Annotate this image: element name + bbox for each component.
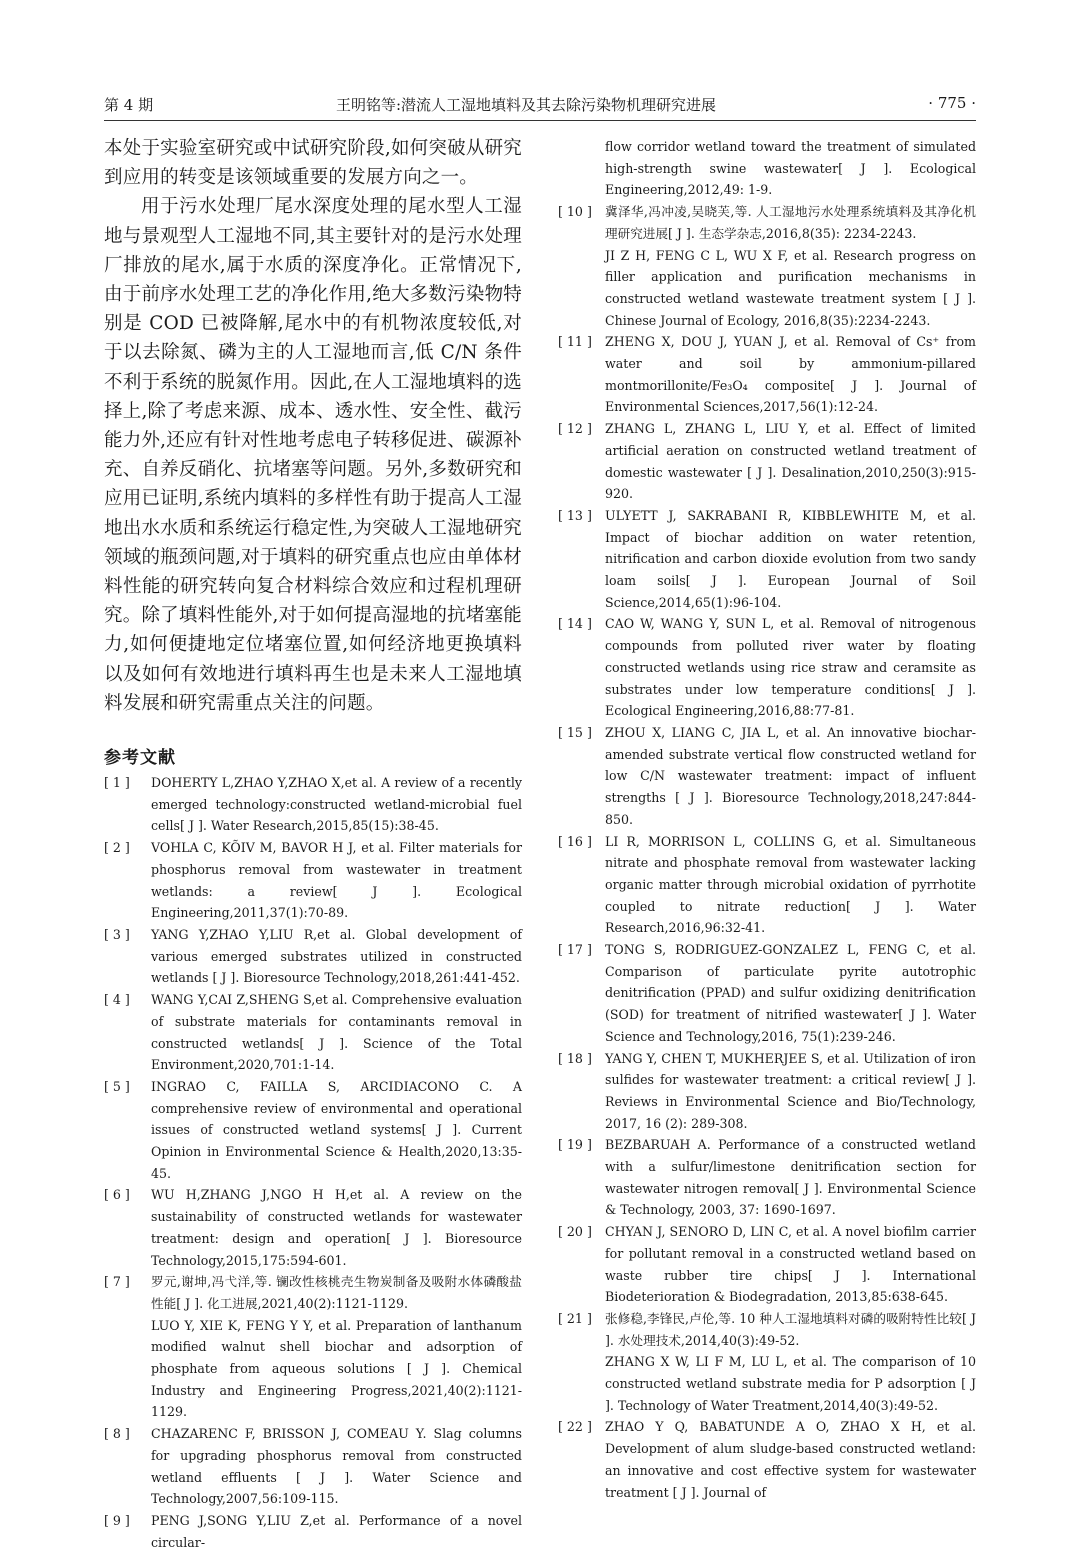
reference-text: YANG Y,ZHAO Y,LIU R,et al. Global development of various emerged substrates utilized in constructed wetlands [ J ]. Bioresource Technology,2018,261:441-452. bbox=[151, 926, 522, 986]
reference-number: [ 3 ] bbox=[104, 926, 130, 942]
reference-text: ZHAO Y Q, BABATUNDE A O, ZHAO X H, et al. Development of alum sludge-based constructed wetland: an innovative and cost effective system for wastewater treatment [ J ]. Journal of bbox=[605, 1419, 976, 1500]
reference-number: [ 4 ] bbox=[104, 992, 130, 1008]
reference-item bbox=[104, 924, 522, 989]
reference-number: [ 2 ] bbox=[104, 840, 130, 856]
reference-item bbox=[104, 989, 522, 1076]
reference-number: [ 20 ] bbox=[558, 1224, 592, 1240]
reference-number: [ 15 ] bbox=[558, 724, 592, 740]
reference-text: WU H,ZHANG J,NGO H H,et al. A review on the sustainability of constructed wetlands for wastewater treatment: design and operation[ J ]. Bioresource Technology,2015,175:594-601. bbox=[151, 1187, 522, 1268]
reference-english-text: ZHANG X W, LI F M, LU L, et al. The comparison of 10 constructed wetland substrate media for P adsorption [ J ]. Technology of Water Treatment,2014,40(3):49-52. bbox=[605, 1354, 976, 1413]
reference-text: flow corridor wetland toward the treatment of simulated high-strength swine wastewater[ J ]. Ecological Engineering,2012,49: 1-9. bbox=[605, 139, 976, 198]
reference-text: WANG Y,CAI Z,SHENG S,et al. Comprehensive evaluation of substrate materials for contaminants removal in constructed wetlands[ J ]. Science of the Total Environment,2020,701:1-14. bbox=[151, 992, 522, 1073]
body-text bbox=[104, 134, 522, 718]
reference-text: LI R, MORRISON L, COLLINS G, et al. Simultaneous nitrate and phosphate removal from wastewater lacking organic matter through microbial oxidation of pyrrhotite coupled to nitrate reduction[ J ]. Water Research,2016,96:32-41. bbox=[605, 833, 976, 936]
reference-text: ZHENG X, DOU J, YUAN J, et al. Removal of Cs⁺ from water and soil by ammonium-pillared montmorillonite/Fe₃O₄ composite[ J ]. Journal of Environmental Sciences,2017,56(1):12-24. bbox=[605, 334, 976, 415]
reference-text: INGRAO C, FAILLA S, ARCIDIACONO C. A comprehensive review of environmental and operational issues of constructed wetland systems[ J ]. Current Opinion in Environmental Science & Health,2020,13:35-45. bbox=[151, 1078, 522, 1181]
reference-text: ZHANG L, ZHANG L, LIU Y, et al. Effect of limited artificial aeration on constructed wetland treatment of domestic wastewater [ J ]. Desalination,2010,250(3):915-920. bbox=[605, 421, 976, 502]
reference-number: [ 1 ] bbox=[104, 775, 130, 791]
reference-text: CAO W, WANG Y, SUN L, et al. Removal of nitrogenous compounds from polluted river water by floating constructed wetlands using rice straw and ceramsite as substrates under low temperature conditions[ J ]. Ecological Engineering,2016,88:77-81. bbox=[605, 616, 976, 719]
reference-number: [ 7 ] bbox=[104, 1274, 130, 1290]
reference-text: TONG S, RODRIGUEZ-GONZALEZ L, FENG C, et al. Comparison of particulate pyrite autotrophic denitrification (PPAD) and sulfur oxidizing denitrification (SOD) for treatment of nitrified wastewater[ J ]. Water Science and Technology,2016, 75(1):239-246. bbox=[605, 942, 976, 1044]
header-rule bbox=[104, 120, 976, 121]
reference-item bbox=[558, 1134, 976, 1221]
reference-item bbox=[558, 201, 976, 331]
reference-number: [ 17 ] bbox=[558, 942, 592, 958]
reference-text: CHAZARENC F, BRISSON J, COMEAU Y. Slag columns for upgrading phosphorus removal from constructed wetland effluents [ J ]. Water Science and Technology,2007,56:109-115. bbox=[151, 1426, 522, 1507]
reference-item bbox=[104, 1076, 522, 1185]
reference-item bbox=[558, 418, 976, 505]
references-heading: 参考文献 bbox=[104, 748, 176, 769]
reference-number: [ 9 ] bbox=[104, 1512, 130, 1528]
reference-text: ZHOU X, LIANG C, JIA L, et al. An innovative biochar-amended substrate vertical flow constructed wetland for low C/N wastewater treatment: impact of influent strengths [ J ]. Bioresource Technology,2018,247:844-850. bbox=[605, 724, 976, 827]
reference-item bbox=[558, 1416, 976, 1503]
reference-number: [ 13 ] bbox=[558, 507, 592, 523]
reference-item bbox=[104, 837, 522, 924]
reference-item bbox=[558, 1221, 976, 1308]
reference-number: [ 22 ] bbox=[558, 1419, 592, 1435]
reference-item bbox=[104, 1271, 522, 1423]
reference-text: 冀泽华,冯冲凌,吴晓芙,等. 人工湿地污水处理系统填料及其净化机理研究进展[ J ]. 生态学杂志,2016,8(35): 2234-2243. bbox=[605, 204, 976, 241]
reference-number: [ 11 ] bbox=[558, 334, 592, 350]
reference-english-text: LUO Y, XIE K, FENG Y Y, et al. Preparation of lanthanum modified walnut shell biochar and adsorption of phosphate from aqueous solutions [ J ]. Chemical Industry and Engineering Progress,2021,40(2):1121-1129. bbox=[151, 1317, 522, 1420]
reference-text: PENG J,SONG Y,LIU Z,et al. Performance of a novel circular- bbox=[151, 1512, 522, 1550]
issue-number: 第 4 期 bbox=[104, 96, 154, 114]
right-column bbox=[558, 134, 976, 1503]
reference-text: VOHLA C, KÕIV M, BAVOR H J, et al. Filter materials for phosphorus removal from wastewater in treatment wetlands: a review[ J ]. Ecological Engineering,2011,37(1):70-89. bbox=[151, 840, 522, 921]
reference-number: [ 14 ] bbox=[558, 616, 592, 632]
reference-item bbox=[104, 1184, 522, 1271]
reference-text: ULYETT J, SAKRABANI R, KIBBLEWHITE M, et al. Impact of biochar addition on water retention, nitrification and carbon dioxide evolution from two sandy loam soils[ J ]. European Journal of Soil Science,2014,65(1):96-104. bbox=[605, 507, 976, 610]
reference-item bbox=[558, 722, 976, 831]
references-list-left bbox=[104, 772, 522, 1553]
reference-number: [ 10 ] bbox=[558, 204, 592, 220]
reference-number: [ 5 ] bbox=[104, 1078, 130, 1094]
reference-text: DOHERTY L,ZHAO Y,ZHAO X,et al. A review of a recently emerged technology:constructed wetland-microbial fuel cells[ J ]. Water Research,2015,85(15):38-45. bbox=[151, 775, 522, 834]
reference-number: [ 8 ] bbox=[104, 1426, 130, 1442]
reference-number: [ 6 ] bbox=[104, 1187, 130, 1203]
reference-text: 张修稳,李锋民,卢伦,等. 10 种人工湿地填料对磷的吸附特性比较[ J ]. 水处理技术,2014,40(3):49-52. bbox=[605, 1310, 976, 1348]
reference-item bbox=[558, 505, 976, 614]
reference-item bbox=[558, 1308, 976, 1417]
reference-continuation bbox=[558, 136, 976, 201]
reference-item bbox=[104, 1423, 522, 1510]
running-title: 王明铭等:潜流人工湿地填料及其去除污染物机理研究进展 bbox=[336, 96, 717, 114]
reference-item bbox=[558, 613, 976, 722]
paragraph-1: 本处于实验室研究或中试研究阶段,如何突破从研究到应用的转变是该领域重要的发展方向之一。 bbox=[104, 138, 522, 189]
reference-text: BEZBARUAH A. Performance of a constructed wetland with a sulfur/limestone denitrification section for wastewater nitrogen removal[ J ]. Environmental Science & Technology, 2003, 37: 1690-1697. bbox=[605, 1137, 976, 1218]
left-column bbox=[104, 134, 522, 1553]
paragraph-2: 用于污水处理厂尾水深度处理的尾水型人工湿地与景观型人工湿地不同,其主要针对的是污水处理厂排放的尾水,属于水质的深度净化。正常情况下,由于前序水处理工艺的净化作用,绝大多数污染物特别是 COD 已被降解,尾水中的有机物浓度较低,对于以去除氮、磷为主的人工湿地而言,低 C/N 条件不利于系统的脱氮作用。因此,在人工湿地填料的选择上,除了考虑来源、成本、透水性、安全性、截污能力外,还应有针对性地考虑电子转移促进、碳源补充、自养反硝化、抗堵塞等问题。另外,多数研究和应用已证明,系统内填料的多样性有助于提高人工湿地出水水质和系统运行稳定性,为突破人工湿地研究领域的瓶颈问题,对于填料的研究重点也应由单体材料性能的研究转向复合材料综合效应和过程机理研究。除了填料性能外,对于如何提高湿地的抗堵塞能力,如何便捷地定位堵塞位置,如何经济地更换填料以及如何有效地进行填料再生也是未来人工湿地填料发展和研究需重点关注的问题。 bbox=[104, 196, 522, 714]
reference-item bbox=[104, 1510, 522, 1553]
reference-text: YANG Y, CHEN T, MUKHERJEE S, et al. Utilization of iron sulfides for wastewater treatment: a critical review[ J ]. Reviews in Environmental Science and Bio/Technology, 2017, 16 (2): 289-308. bbox=[605, 1050, 976, 1131]
reference-number: [ 18 ] bbox=[558, 1050, 592, 1066]
reference-text: CHYAN J, SENORO D, LIN C, et al. A novel biofilm carrier for pollutant removal in a constructed wetland based on waste rubber tire chips[ J ]. International Biodeterioration & Biodegradation, 2013,85:638-645. bbox=[605, 1224, 976, 1305]
reference-number: [ 19 ] bbox=[558, 1137, 592, 1153]
reference-number: [ 12 ] bbox=[558, 421, 592, 437]
reference-item bbox=[558, 331, 976, 418]
page-number: · 775 · bbox=[928, 94, 976, 112]
running-header bbox=[104, 94, 976, 120]
reference-english-text: JI Z H, FENG C L, WU X F, et al. Research progress on filler application and purification mechanisms in constructed wetland wastewate treatment system [ J ]. Chinese Journal of Ecology, 2016,8(35):2234-2243. bbox=[605, 247, 976, 328]
reference-item bbox=[104, 772, 522, 837]
references-list-right bbox=[558, 201, 976, 1503]
reference-number: [ 16 ] bbox=[558, 833, 592, 849]
reference-item bbox=[558, 831, 976, 940]
reference-number: [ 21 ] bbox=[558, 1310, 592, 1326]
reference-item bbox=[558, 1048, 976, 1135]
reference-text: 罗元,谢坤,冯弋洋,等. 镧改性核桃壳生物炭制备及吸附水体磷酸盐性能[ J ]. 化工进展,2021,40(2):1121-1129. bbox=[151, 1274, 522, 1311]
reference-item bbox=[558, 939, 976, 1048]
